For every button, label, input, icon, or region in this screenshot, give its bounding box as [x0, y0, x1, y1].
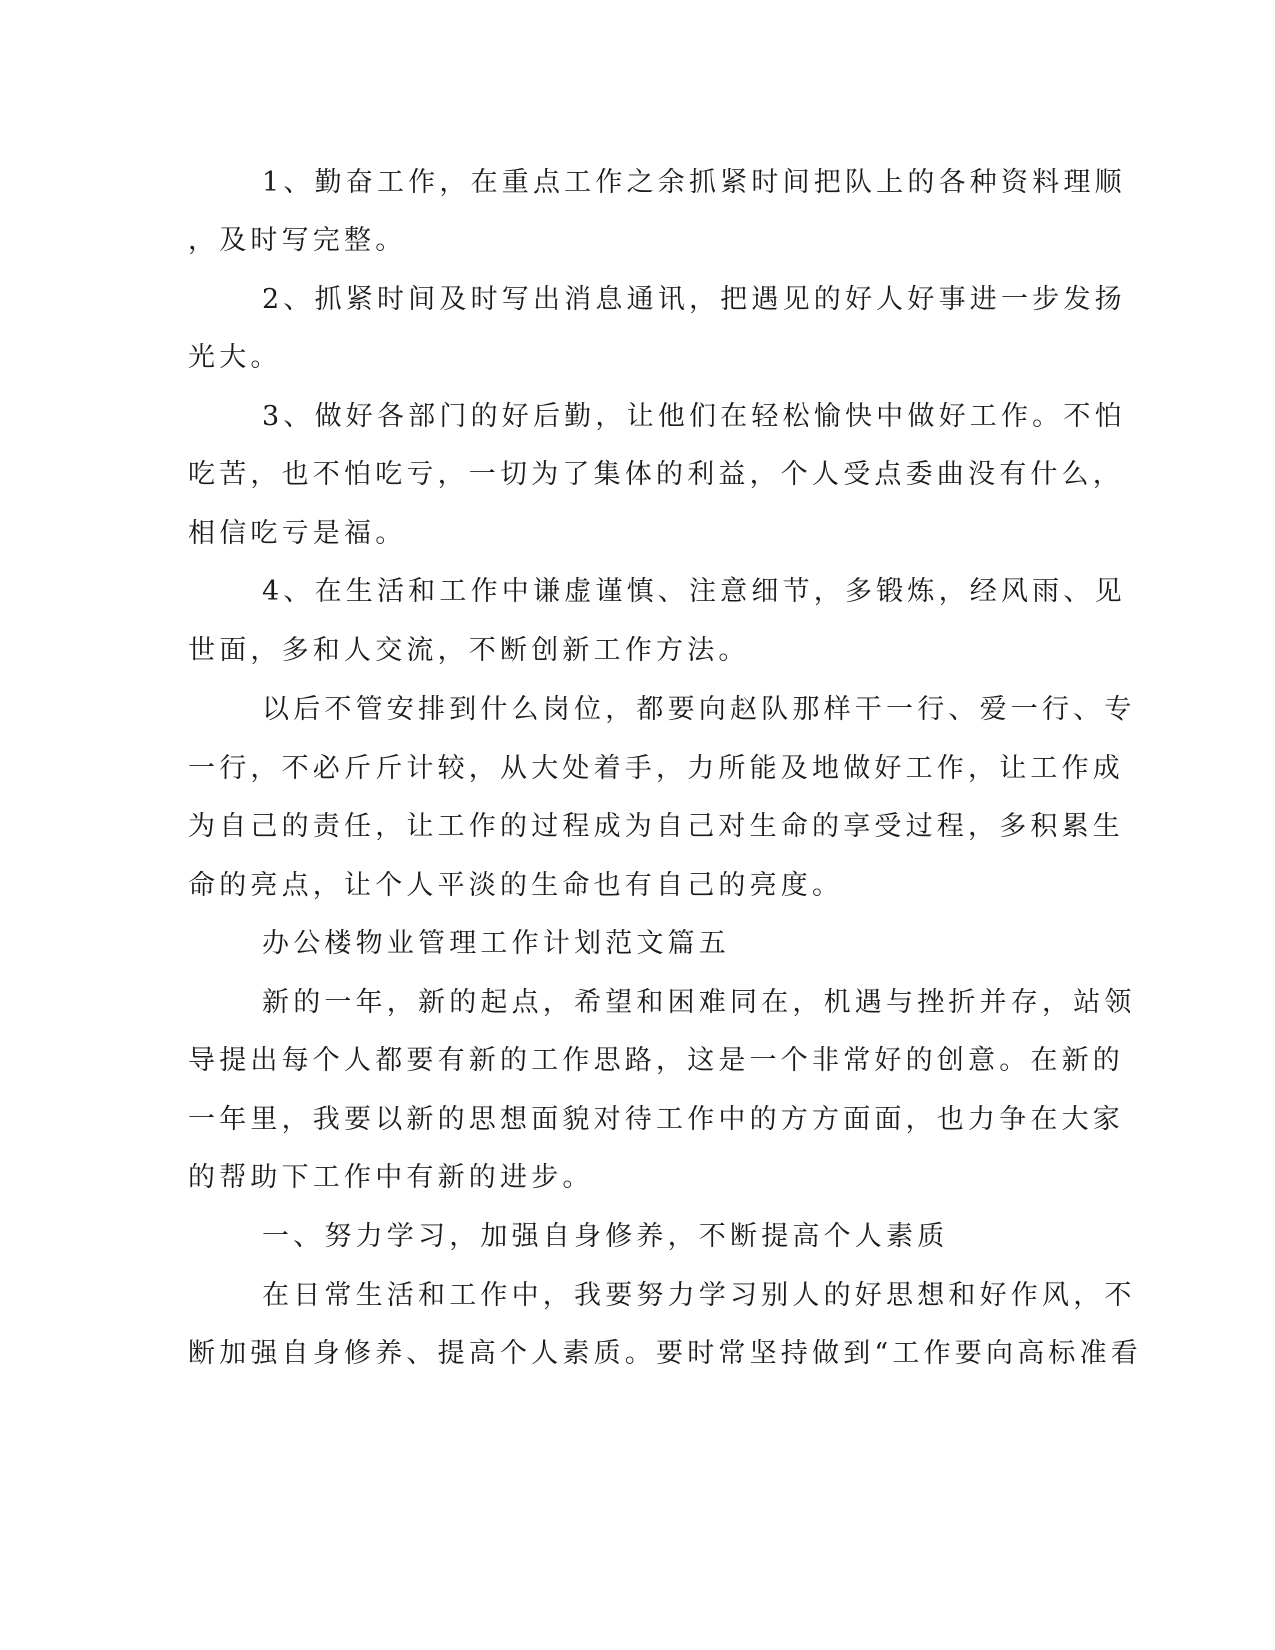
- text-line: 新的一年，新的起点，希望和困难同在，机遇与挫折并存，站领: [262, 987, 1136, 1018]
- text-line: 吃苦，也不怕吃亏，一切为了集体的利益，个人受点委曲没有什么，: [188, 459, 1124, 490]
- text-line: 断加强自身修养、提高个人素质。要时常坚持做到“工作要向高标准看: [188, 1338, 1143, 1369]
- text-line: 在日常生活和工作中，我要努力学习别人的好思想和好作风，不: [262, 1280, 1136, 1311]
- text-line: 命的亮点，让个人平淡的生命也有自己的亮度。: [188, 870, 844, 901]
- text-line: 1、勤奋工作，在重点工作之余抓紧时间把队上的各种资料理顺: [262, 167, 1126, 198]
- text-line: 导提出每个人都要有新的工作思路，这是一个非常好的创意。在新的: [188, 1045, 1124, 1076]
- section-heading: 办公楼物业管理工作计划范文篇五: [262, 928, 730, 959]
- text-line: 世面，多和人交流，不断创新工作方法。: [188, 635, 750, 666]
- text-line: 以后不管安排到什么岗位，都要向赵队那样干一行、爱一行、专: [262, 694, 1136, 725]
- text-line: 一行，不必斤斤计较，从大处着手，力所能及地做好工作，让工作成: [188, 753, 1124, 784]
- text-line: 3、做好各部门的好后勤，让他们在轻松愉快中做好工作。不怕: [262, 401, 1126, 432]
- text-line: 的帮助下工作中有新的进步。: [188, 1162, 594, 1193]
- text-line: 2、抓紧时间及时写出消息通讯，把遇见的好人好事进一步发扬: [262, 284, 1126, 315]
- text-line: 一年里，我要以新的思想面貌对待工作中的方方面面，也力争在大家: [188, 1104, 1124, 1135]
- text-line: 光大。: [188, 342, 282, 373]
- text-line: 4、在生活和工作中谦虚谨慎、注意细节，多锻炼，经风雨、见: [262, 576, 1126, 607]
- text-line: 为自己的责任，让工作的过程成为自己对生命的享受过程，多积累生: [188, 811, 1124, 842]
- text-line: 相信吃亏是福。: [188, 518, 407, 549]
- text-line: ，及时写完整。: [188, 225, 407, 256]
- subsection-heading: 一、努力学习，加强自身修养，不断提高个人素质: [262, 1221, 949, 1252]
